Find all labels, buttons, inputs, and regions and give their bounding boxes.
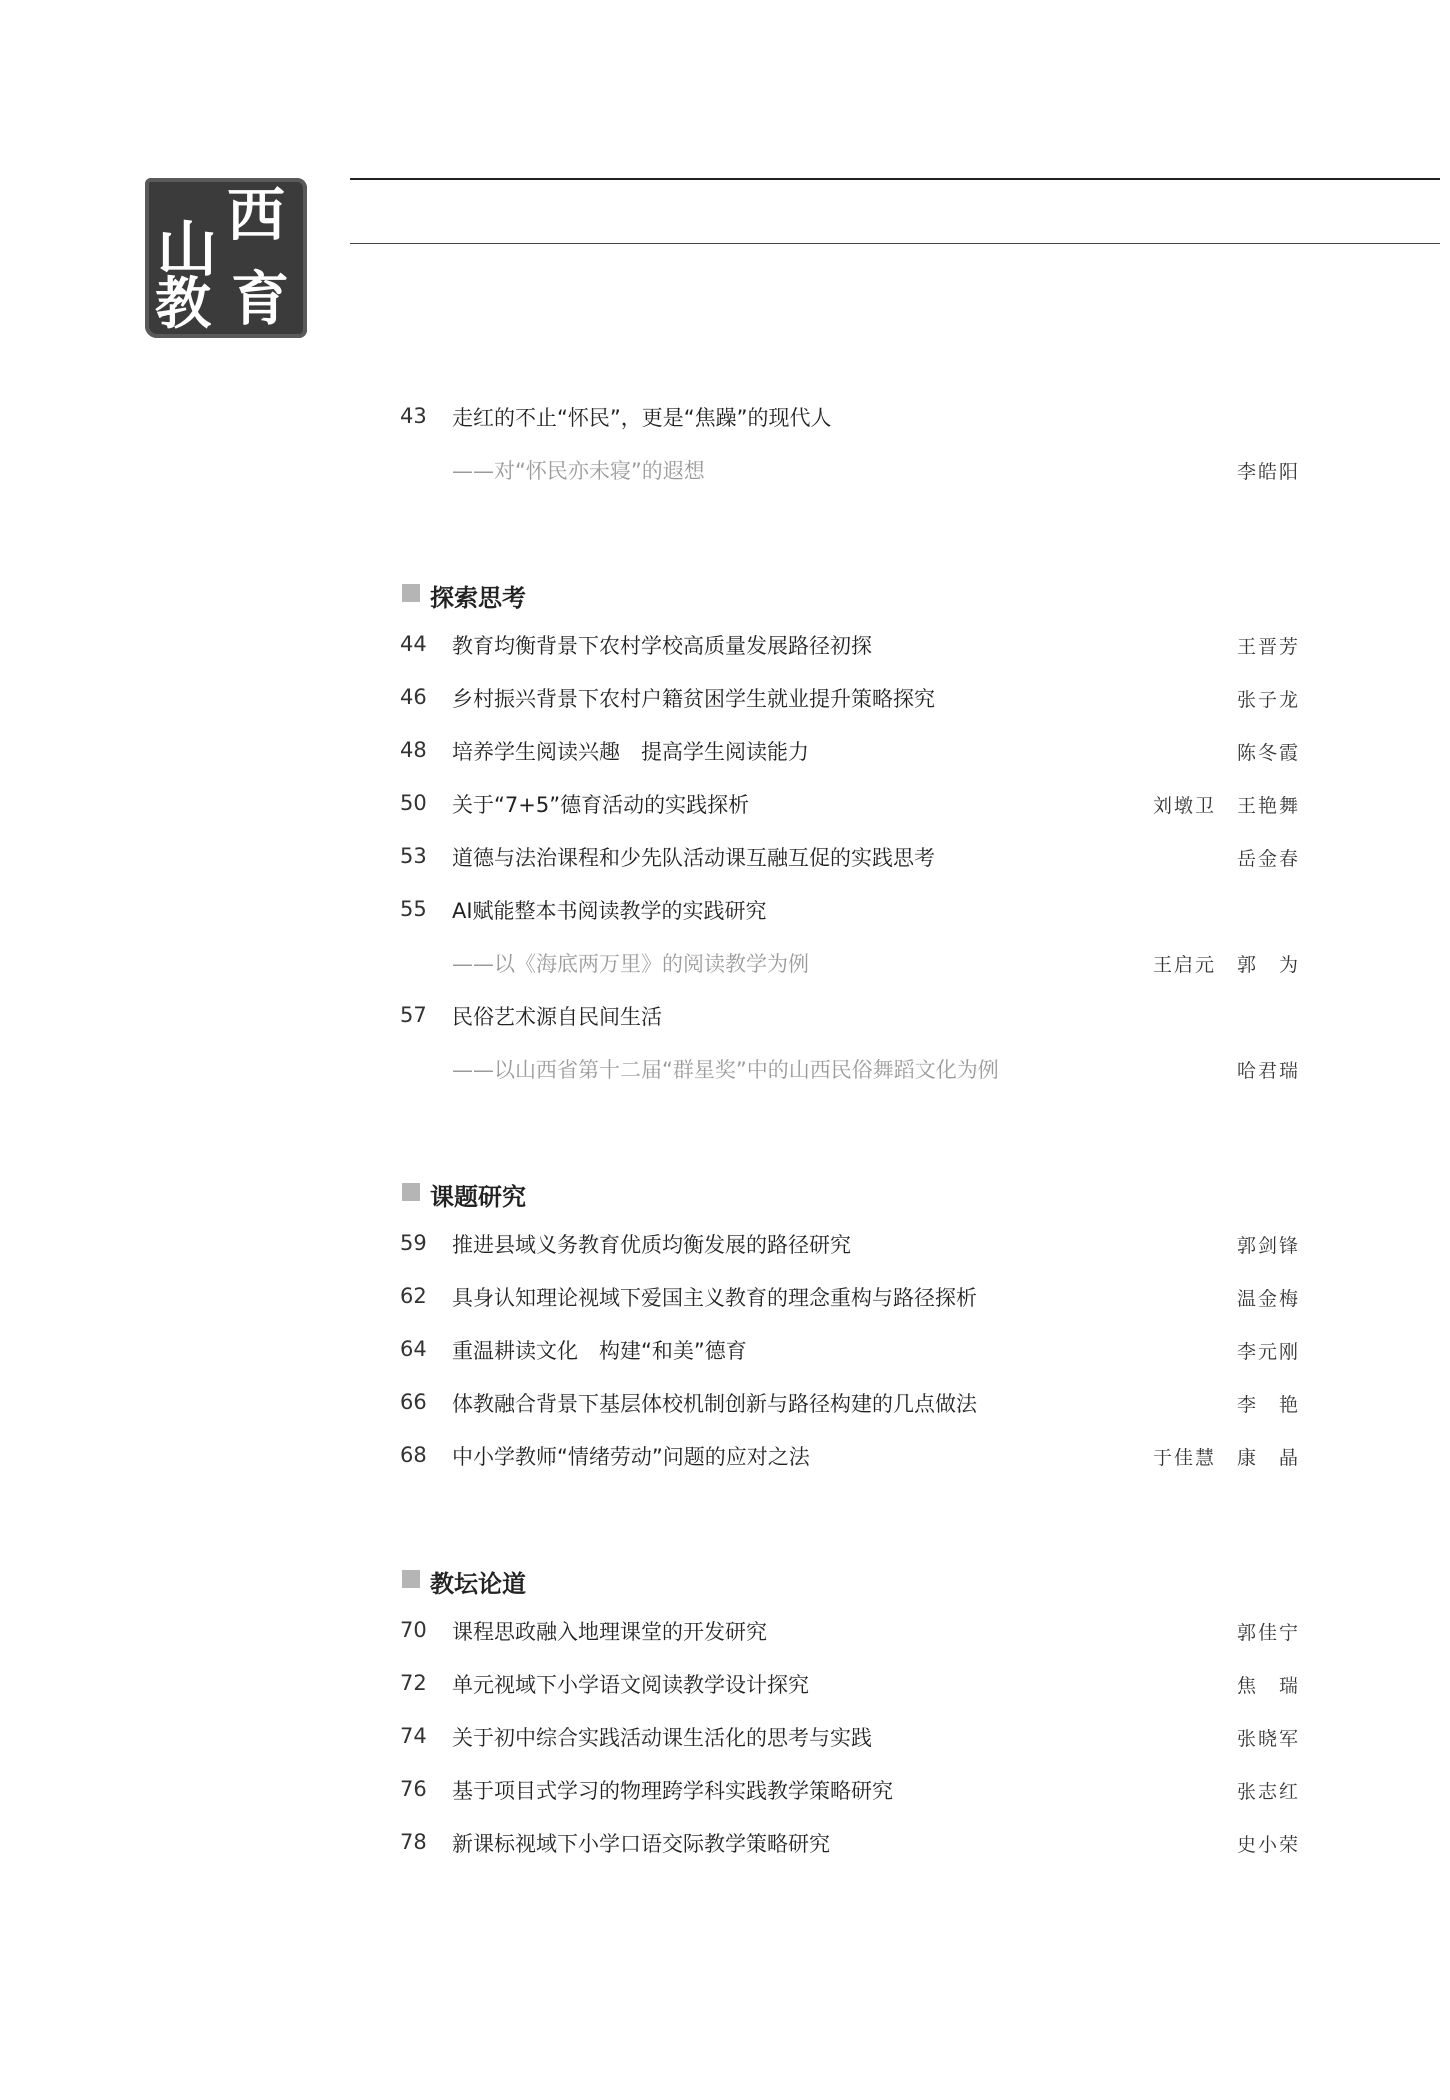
toc-entry[interactable] [400, 1716, 1300, 1769]
header-rule-top [350, 178, 1440, 180]
toc-subtitle-row[interactable] [400, 1048, 1300, 1101]
section-title: 课题研究 [430, 1183, 526, 1211]
article-title: 单元视域下小学语文阅读教学设计探究 [452, 1673, 809, 1697]
section-header [400, 554, 1300, 624]
article-title: 关于初中综合实践活动课生活化的思考与实践 [452, 1726, 872, 1750]
section-marker-icon [402, 1570, 420, 1588]
article-title: 中小学教师“情绪劳动”问题的应对之法 [452, 1445, 810, 1469]
page-number: 66 [400, 1390, 427, 1414]
section-marker-icon [402, 1183, 420, 1201]
section-header [400, 1153, 1300, 1223]
page-number: 55 [400, 897, 427, 921]
toc-entry[interactable] [400, 1329, 1300, 1382]
toc-entry[interactable] [400, 995, 1300, 1048]
page-number: 57 [400, 1003, 427, 1027]
section-header [400, 1540, 1300, 1610]
article-subtitle: ——对“怀民亦未寝”的遐想 [452, 459, 705, 483]
toc-entry[interactable] [400, 624, 1300, 677]
article-title: 基于项目式学习的物理跨学科实践教学策略研究 [452, 1779, 893, 1803]
article-author: 郭剑锋 [1236, 1235, 1300, 1257]
toc-entry[interactable] [400, 1382, 1300, 1435]
article-title: 课程思政融入地理课堂的开发研究 [452, 1620, 767, 1644]
page-number: 72 [400, 1671, 427, 1695]
page-number: 68 [400, 1443, 427, 1467]
logo-char: 西 [227, 181, 286, 249]
toc-entry[interactable] [400, 889, 1300, 942]
article-author: 温金梅 [1236, 1288, 1300, 1310]
page-number: 78 [400, 1830, 427, 1854]
page-number: 44 [400, 632, 427, 656]
article-title: 新课标视域下小学口语交际教学策略研究 [452, 1832, 830, 1856]
page-number: 64 [400, 1337, 427, 1361]
article-title: 走红的不止“怀民”，更是“焦躁”的现代人 [452, 406, 832, 430]
article-subtitle: ——以山西省第十二届“群星奖”中的山西民俗舞蹈文化为例 [452, 1058, 999, 1082]
article-author: 岳金春 [1236, 848, 1300, 870]
article-author: 李元刚 [1236, 1341, 1300, 1363]
article-author: 于佳慧 康 晶 [1152, 1447, 1300, 1469]
article-title: 培养学生阅读兴趣 提高学生阅读能力 [452, 740, 809, 764]
header-rule-bottom [350, 243, 1440, 244]
toc-subtitle-row[interactable] [400, 942, 1300, 995]
article-author: 张志红 [1236, 1781, 1300, 1803]
page-number: 74 [400, 1724, 427, 1748]
article-author: 陈冬霞 [1236, 742, 1300, 764]
page-number: 48 [400, 738, 427, 762]
section-marker-icon [402, 584, 420, 602]
toc-entry[interactable] [400, 396, 1300, 449]
article-title: AI赋能整本书阅读教学的实践研究 [452, 899, 767, 923]
toc-entry[interactable] [400, 1223, 1300, 1276]
article-title: 教育均衡背景下农村学校高质量发展路径初探 [452, 634, 872, 658]
section-title: 教坛论道 [430, 1570, 526, 1598]
page-number: 50 [400, 791, 427, 815]
article-title: 道德与法治课程和少先队活动课互融互促的实践思考 [452, 846, 935, 870]
section-title: 探索思考 [430, 584, 526, 612]
toc-entry[interactable] [400, 1822, 1300, 1875]
article-author: 刘墩卫 王艳舞 [1152, 795, 1300, 817]
page-number: 43 [400, 404, 427, 428]
article-title: 民俗艺术源自民间生活 [452, 1005, 662, 1029]
article-title: 关于“7+5”德育活动的实践探析 [452, 793, 750, 817]
toc-entry[interactable] [400, 1435, 1300, 1488]
toc-entry[interactable] [400, 1610, 1300, 1663]
toc-entry[interactable] [400, 836, 1300, 889]
page-number: 70 [400, 1618, 427, 1642]
logo-char: 育 [231, 265, 290, 333]
article-author: 郭佳宁 [1236, 1622, 1300, 1644]
page-number: 76 [400, 1777, 427, 1801]
toc-entry[interactable] [400, 1276, 1300, 1329]
article-author: 哈君瑞 [1236, 1060, 1300, 1082]
logo-char: 山 [157, 215, 217, 285]
article-author: 王晋芳 [1236, 636, 1300, 658]
magazine-logo [145, 178, 307, 338]
article-author: 张晓军 [1236, 1728, 1300, 1750]
toc-entry[interactable] [400, 1663, 1300, 1716]
page-number: 53 [400, 844, 427, 868]
article-author: 张子龙 [1236, 689, 1300, 711]
article-author: 王启元 郭 为 [1152, 954, 1300, 976]
article-title: 乡村振兴背景下农村户籍贫困学生就业提升策略探究 [452, 687, 935, 711]
article-title: 重温耕读文化 构建“和美”德育 [452, 1339, 747, 1363]
toc-entry[interactable] [400, 783, 1300, 836]
article-subtitle: ——以《海底两万里》的阅读教学为例 [452, 952, 809, 976]
article-author: 焦 瑞 [1236, 1675, 1300, 1697]
article-author: 史小荣 [1236, 1834, 1300, 1856]
toc-entry[interactable] [400, 1769, 1300, 1822]
toc-subtitle-row[interactable] [400, 449, 1300, 502]
toc-entry[interactable] [400, 677, 1300, 730]
page-number: 46 [400, 685, 427, 709]
logo-char: 教 [155, 271, 211, 337]
article-author: 李皓阳 [1236, 461, 1300, 483]
article-title: 推进县域义务教育优质均衡发展的路径研究 [452, 1233, 851, 1257]
article-title: 具身认知理论视域下爱国主义教育的理念重构与路径探析 [452, 1286, 977, 1310]
page-number: 59 [400, 1231, 427, 1255]
toc-entry[interactable] [400, 730, 1300, 783]
table-of-contents [400, 396, 1300, 1875]
article-title: 体教融合背景下基层体校机制创新与路径构建的几点做法 [452, 1392, 977, 1416]
article-author: 李 艳 [1236, 1394, 1300, 1416]
page-number: 62 [400, 1284, 427, 1308]
